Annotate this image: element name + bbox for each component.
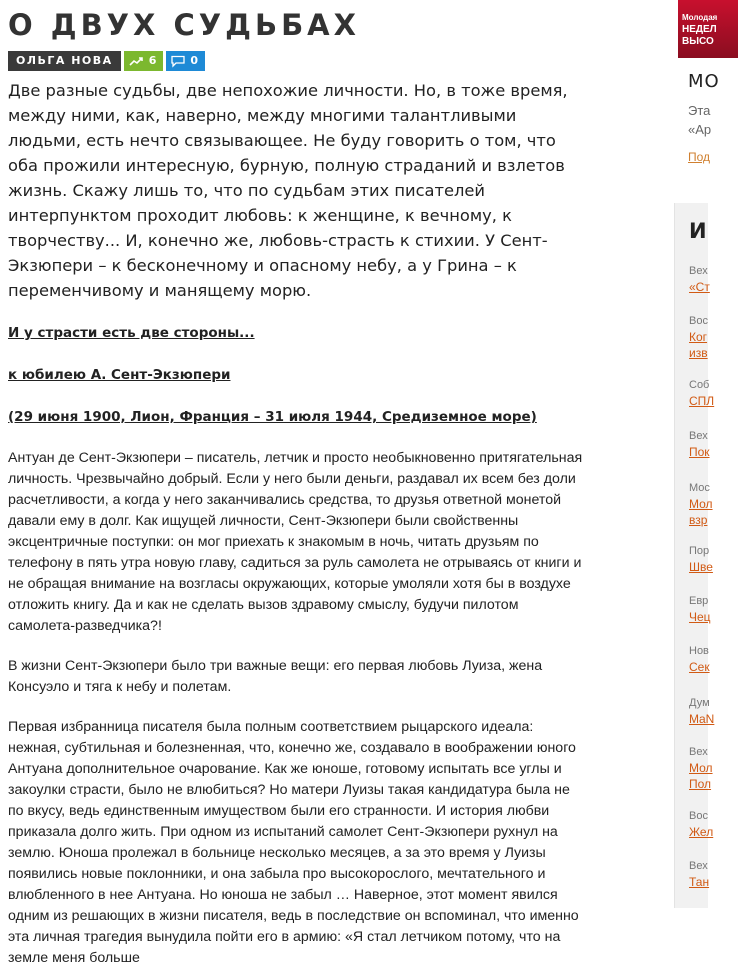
article-title: О ДВУХ СУДЬБАХ <box>8 8 360 42</box>
promo-link[interactable]: Под <box>688 150 711 164</box>
news-category: Вос <box>689 315 708 327</box>
news-category: Вех <box>689 746 708 758</box>
news-link[interactable]: «Ст <box>689 280 710 294</box>
news-item <box>689 429 710 460</box>
likes-badge[interactable] <box>124 51 164 71</box>
section-heading: И у страсти есть две стороны... <box>8 325 255 341</box>
cover-text: ВЫСО <box>682 36 714 47</box>
news-category: Евр <box>689 595 709 607</box>
news-link[interactable]: Пол <box>689 777 712 791</box>
magazine-cover-image[interactable] <box>678 0 738 58</box>
news-category: Вос <box>689 810 708 822</box>
news-item <box>689 644 710 675</box>
right-sidebar <box>674 0 720 936</box>
news-link[interactable]: Пок <box>689 445 710 459</box>
promo-description: «Ар <box>688 122 712 137</box>
news-item <box>689 859 709 890</box>
comments-badge[interactable] <box>166 51 205 71</box>
speech-bubble-icon <box>170 55 186 67</box>
news-item <box>689 544 713 575</box>
news-link[interactable]: Сек <box>689 660 710 674</box>
news-item <box>689 696 714 727</box>
news-category: Нов <box>689 645 709 657</box>
section-subheading: к юбилею А. Сент-Экзюпери <box>8 367 231 383</box>
news-item <box>689 594 711 625</box>
news-item <box>689 809 713 840</box>
section-dates: (29 июня 1900, Лион, Франция – 31 июля 1944, Средиземное море) <box>8 409 537 425</box>
author-badge[interactable]: ОЛЬГА НОВА <box>8 51 121 71</box>
news-link[interactable]: MaN <box>689 712 715 726</box>
news-link[interactable]: СПЛ <box>689 394 715 408</box>
news-link[interactable]: взр <box>689 513 708 527</box>
news-item <box>689 378 714 409</box>
news-link[interactable]: Тан <box>689 875 710 889</box>
news-category: Соб <box>689 379 710 391</box>
news-link[interactable]: Жел <box>689 825 714 839</box>
article-lead: Две разные судьбы, две непохожие личности. Но, в тоже время, между ними, как, наверно, между многими талантливыми людьми, есть нечто связывающее. Не буду говорить о том, что оба прожили интересную, бурную, полную страданий и взлетов жизнь. Скажу лишь то, что по судьбам этих писателей интерпунктом проходит любовь: к женщине, к вечному, к творчеству... И, конечно же, любовь-страсть к стихии. У Сент-Экзюпери – к бесконечному и опасному небу, а у Грина – к переменчивому и манящему морю. <box>8 81 568 300</box>
article-meta <box>8 51 588 71</box>
news-category: Дум <box>689 697 710 709</box>
news-link[interactable]: Шве <box>689 560 713 574</box>
news-link[interactable]: Мол <box>689 497 713 511</box>
news-category: Вех <box>689 430 708 442</box>
news-panel <box>674 203 715 908</box>
article-paragraph: Антуан де Сент-Экзюпери – писатель, летчик и просто необыкновенно притягательная личность. Чрезвычайно добрый. Если у него были деньги, раздавал их всем без доли расчетливости, а когда у него заканчивались средства, то друзья ответной монетой давали ему в долг. Как ищущей личности, Сент-Экзюпери были свойственны эксцентричные поступки: он мог приехать к знакомым в ночь, читать друзьям по телефону в пять утра новую главу, садиться за руль самолета не отрываясь от книги и не обращая внимание на возгласы окружающих, которые умоляли хотя бы в воздухе отложить книгу. Да и как не сделать вызов здравому смыслу, будучи пилотом самолета-разведчика?! <box>8 450 583 634</box>
news-link[interactable]: Чец <box>689 610 711 624</box>
panel-title: И <box>689 219 710 243</box>
cover-text: НЕДЕЛ <box>682 24 717 35</box>
cover-text: Молодая <box>682 13 718 22</box>
news-item <box>689 314 708 361</box>
article-paragraph: Первая избранница писателя была полным соответствием рыцарского идеала: нежная, субтильная и болезненная, что, конечно же, создавало в воображении юного Антуана дополнительное очарование. Как же юноше, готовому испытать все углы и закоулки страсти, было не влюбиться? Но матери Луизы такая кандидатура была не по вкусу, ведь единственным имуществом были его странности. И история любви приказала долго жить. При одном из испытаний самолет Сент-Экзюпери рухнул на землю. Юноша пролежал в больнице несколько месяцев, а за это время у Луизы появились новые поклонники, и она забыла про высокорослого, мечтательного и влюбленного в нее Антуана. Но юноша не забыл … Наверное, этот момент явился одним из решающих в жизни писателя, ведь в последствие он вспоминал, что именно эта личная трагедия вынудила пойти его в армию: «Я стал летчиком потому, что на земле меня больше <box>8 719 579 966</box>
news-category: Вех <box>689 265 708 277</box>
trend-up-icon <box>129 56 143 66</box>
news-category: Мос <box>689 482 710 494</box>
news-link[interactable]: Мол <box>689 761 713 775</box>
comments-count: 0 <box>190 54 198 67</box>
article <box>8 0 588 969</box>
likes-count: 6 <box>148 54 157 67</box>
article-paragraph: В жизни Сент-Экзюпери было три важные вещи: его первая любовь Луиза, жена Консуэло и тяга к небу и полетам. <box>8 658 543 695</box>
news-link[interactable]: Ког <box>689 330 708 344</box>
news-link[interactable]: изв <box>689 346 708 360</box>
promo-description: Эта <box>688 103 711 118</box>
news-item <box>689 481 713 528</box>
news-category: Вех <box>689 860 708 872</box>
promo-title: МО <box>688 71 720 92</box>
news-item <box>689 264 710 295</box>
news-category: Пор <box>689 545 710 557</box>
news-item <box>689 745 713 792</box>
